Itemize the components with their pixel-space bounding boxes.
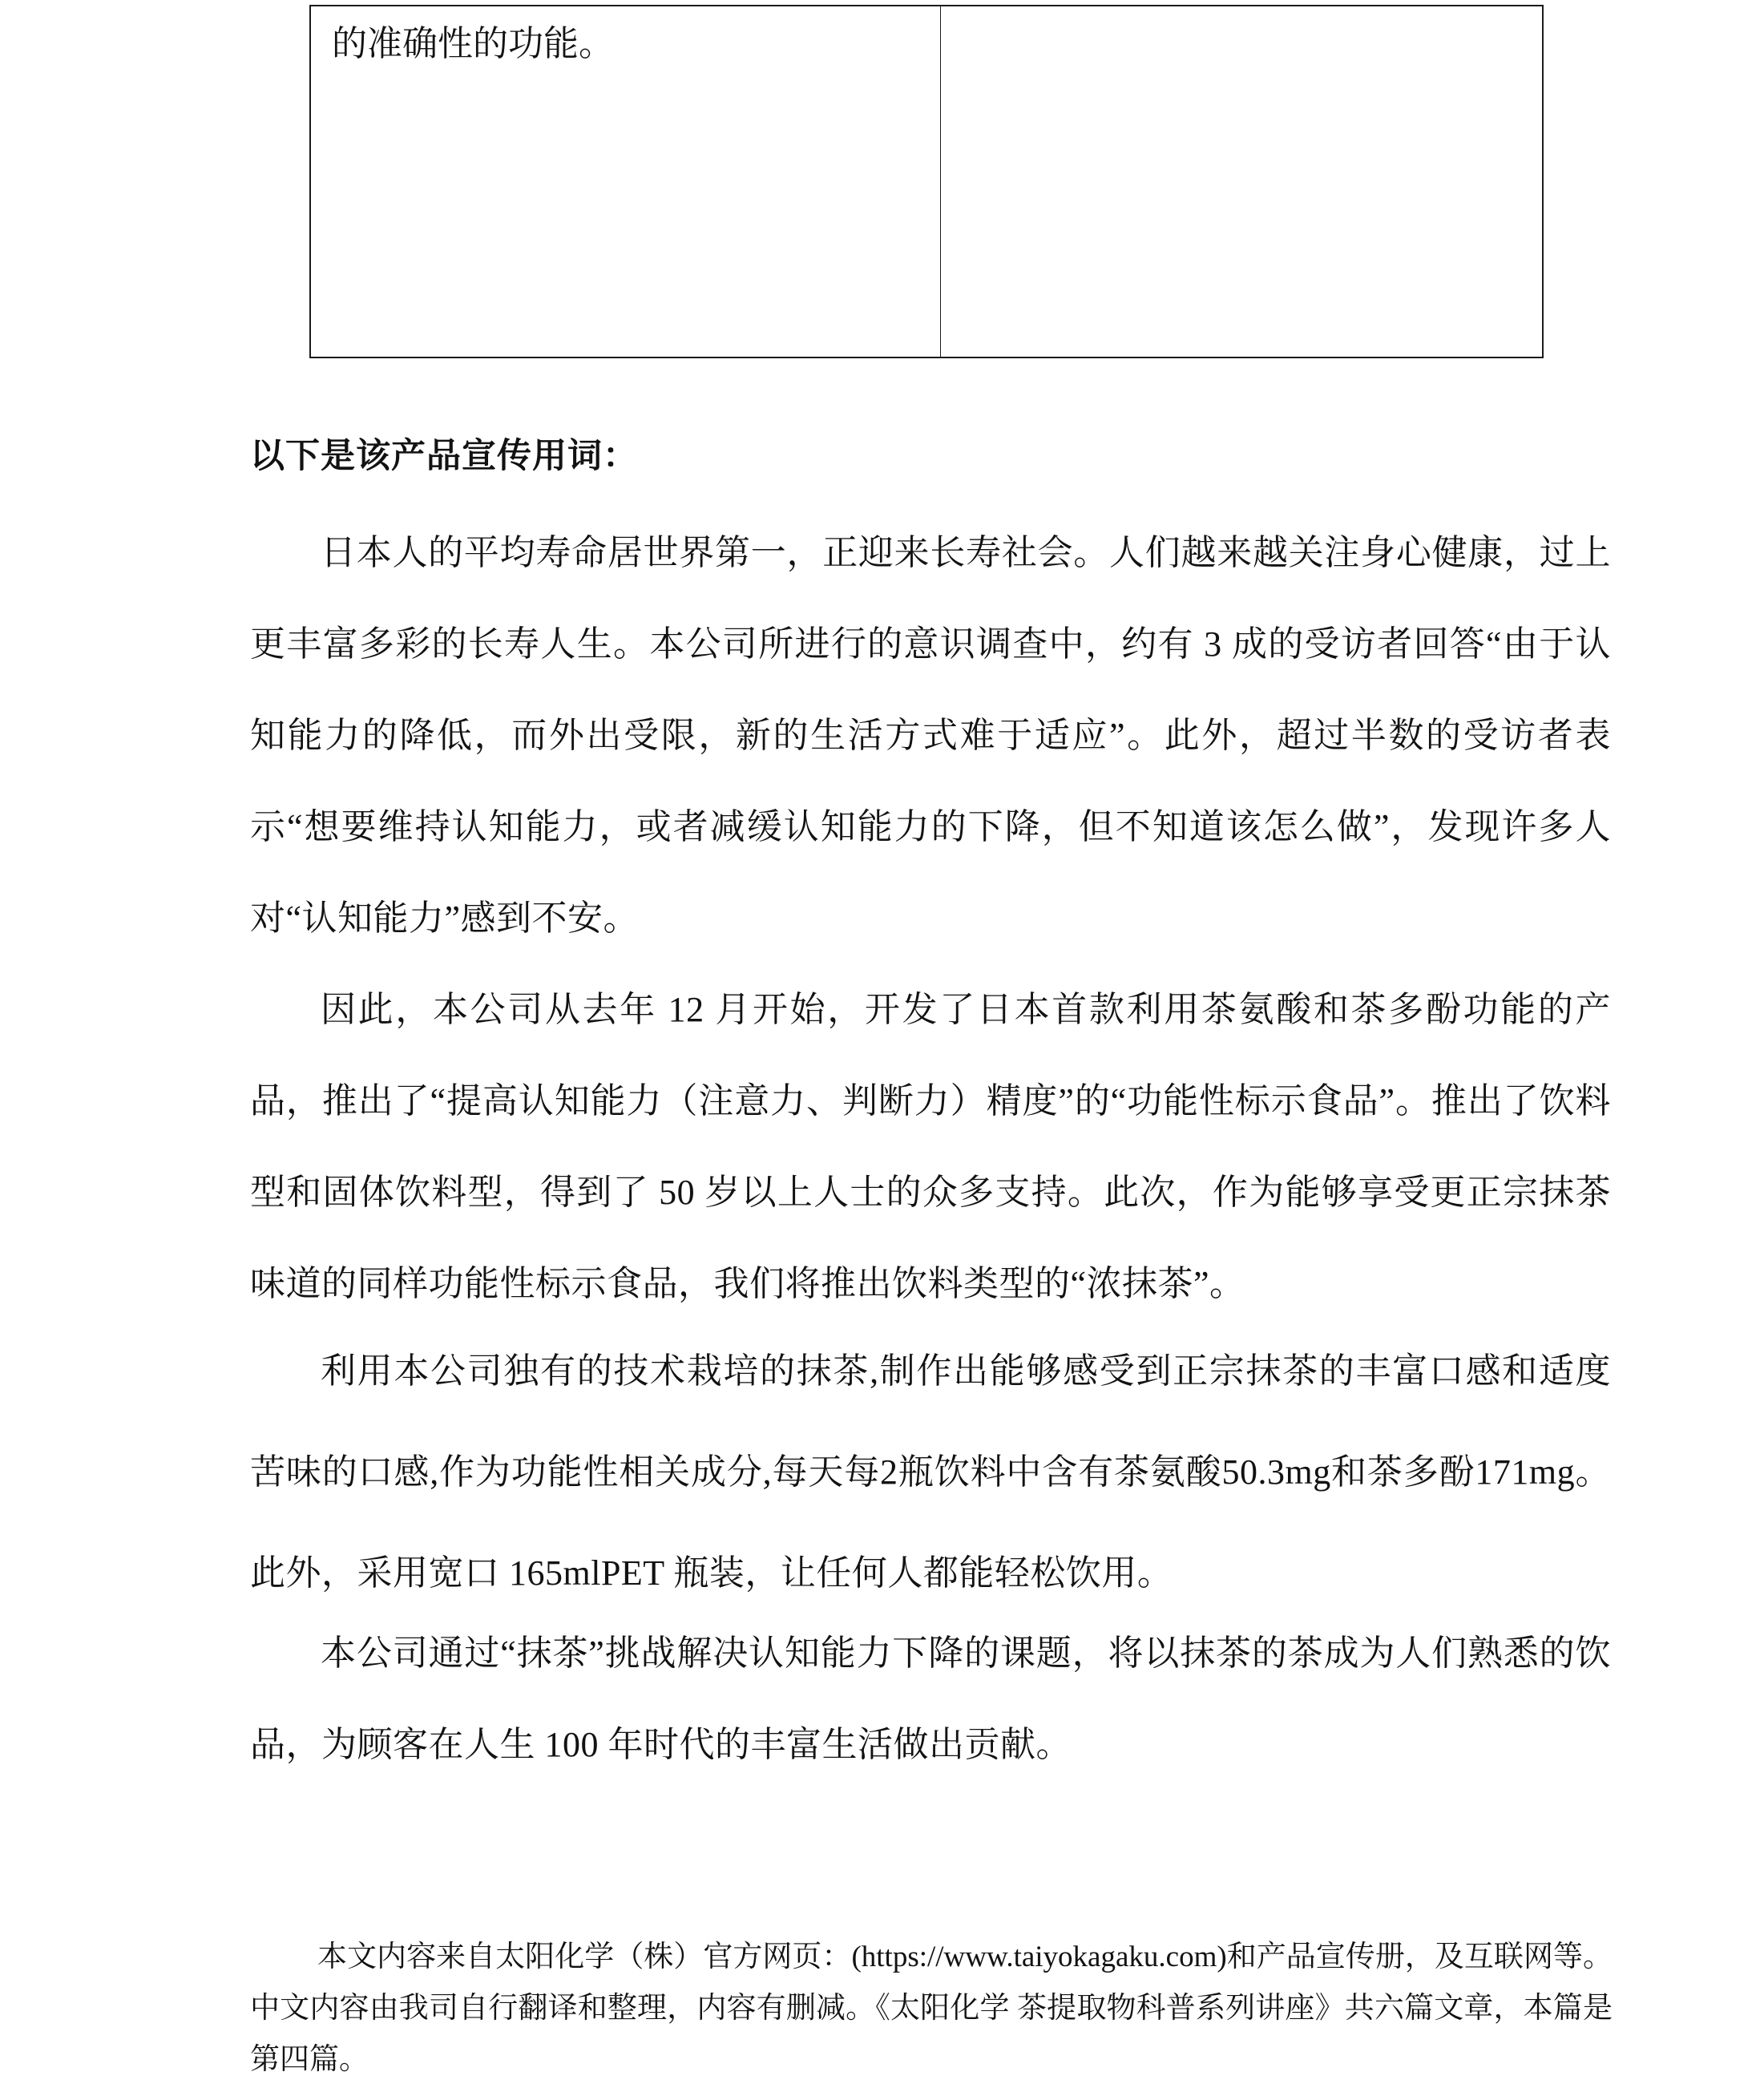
- body-paragraph-1: 日本人的平均寿命居世界第一，正迎来长寿社会。人们越来越关注身心健康，过上更丰富多彩的长寿人生。本公司所进行的意识调查中，约有 3 成的受访者回答“由于认知能力的降低，而外出受限，新的生活方式难于适应”。此外，超过半数的受访者表示“想要维持认知能力，或者减缓认知能力的下降，但不知道该怎么做”，发现许多人对“认知能力”感到不安。: [250, 533, 1611, 938]
- body-paragraph-2: 因此，本公司从去年 12 月开始，开发了日本首款利用茶氨酸和茶多酚功能的产品，推出了“提高认知能力（注意力、判断力）精度”的“功能性标示食品”。推出了饮料型和固体饮料型，得到了 50 岁以上人士的众多支持。此次，作为能够享受更正宗抹茶味道的同样功能性标示食品，我们将推出饮料类型的“浓抹茶”。: [250, 990, 1611, 1303]
- body-paragraph-3: 利用本公司独有的技术栽培的抹茶,制作出能够感受到正宗抹茶的丰富口感和适度苦味的口感,作为功能性相关成分,每天每2瓶饮料中含有茶氨酸50.3mg和茶多酚171mg。此外，采用宽口 165mlPET 瓶装，让任何人都能轻松饮用。: [250, 1351, 1611, 1593]
- table-cell-left: 的准确性的功能。: [311, 6, 941, 357]
- table-cell-right: [941, 6, 1542, 357]
- section-heading: 以下是该产品宣传用词：: [250, 438, 638, 475]
- top-table: [309, 5, 1544, 358]
- body-paragraph-4: 本公司通过“抹茶”挑战解决认知能力下降的课题，将以抹茶的茶成为人们熟悉的饮品，为顾客在人生 100 年时代的丰富生活做出贡献。: [250, 1634, 1611, 1764]
- footer-source-note: 本文内容来自太阳化学（株）官方网页：(https://www.taiyokagaku.com)和产品宣传册，及互联网等。中文内容由我司自行翻译和整理，内容有删减。《太阳化学 茶提取物科普系列讲座》共六篇文章，本篇是第四篇。: [250, 1941, 1613, 2076]
